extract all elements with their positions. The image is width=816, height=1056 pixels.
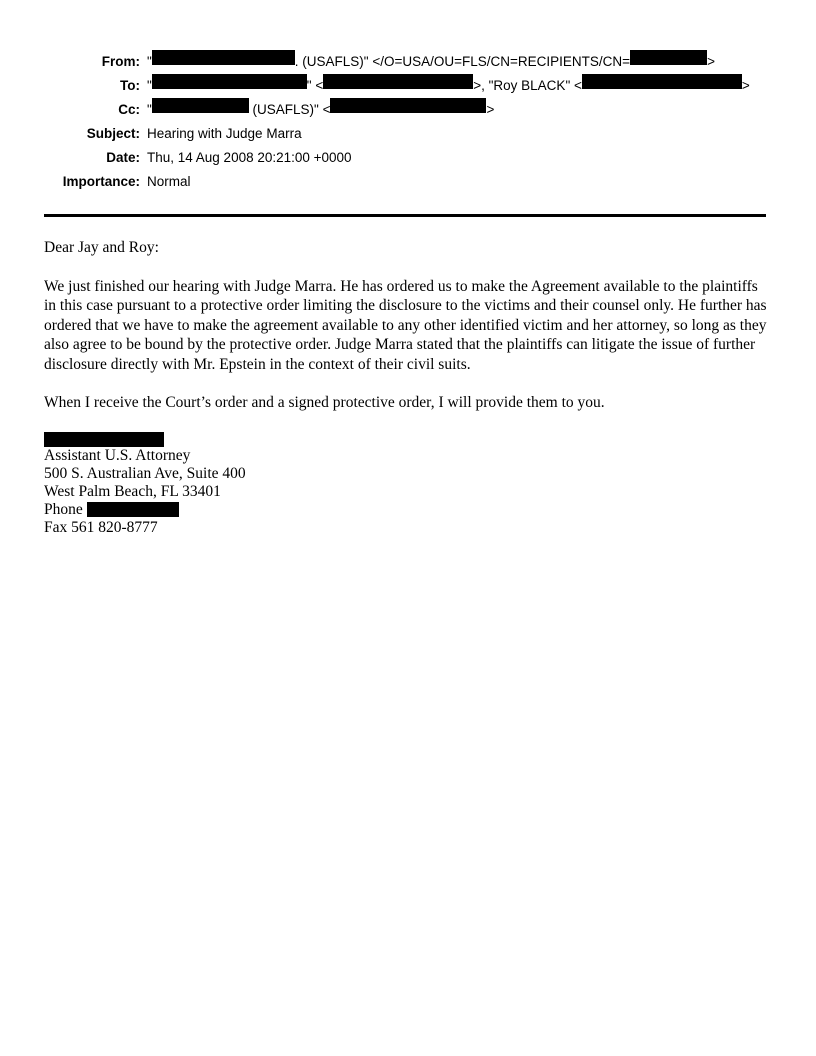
header-row-to bbox=[44, 74, 774, 98]
to-mid-2: >, "Roy BLACK" < bbox=[473, 78, 582, 93]
importance-value: Normal bbox=[147, 174, 191, 189]
signature-phone-line bbox=[44, 501, 772, 519]
email-body bbox=[44, 238, 772, 537]
subject-value: Hearing with Judge Marra bbox=[147, 126, 302, 141]
signature-address-line-2: West Palm Beach, FL 33401 bbox=[44, 482, 221, 500]
cc-mid-1: (USAFLS)" < bbox=[248, 102, 331, 117]
header-row-date bbox=[44, 146, 774, 170]
from-end: > bbox=[707, 54, 715, 69]
header-body-divider bbox=[44, 214, 766, 217]
redaction-to-address-1 bbox=[323, 74, 473, 89]
redaction-from-cn bbox=[630, 50, 707, 65]
body-paragraph-1: We just finished our hearing with Judge Marra. He has ordered us to make the Agreement available to the plaintiffs in this case pursuant to a protective order limiting the disclosure to the victims and their counsel only. He further has ordered that we have to make the agreement available to any other identified victim and her attorney, so long as they also agree to be bound by the protective order. Judge Marra stated that the plaintiffs can litigate the issue of further disclosure directly with Mr. Epstein in the context of their civil suits. bbox=[44, 277, 767, 373]
signature-address-line-1: 500 S. Australian Ave, Suite 400 bbox=[44, 464, 246, 482]
from-suffix: . (USAFLS)" </O=USA/OU=FLS/CN=RECIPIENTS/CN= bbox=[294, 54, 631, 69]
from-value bbox=[147, 50, 715, 74]
redaction-cc-name bbox=[152, 98, 249, 113]
subject-label: Subject: bbox=[86, 126, 140, 141]
header-row-subject bbox=[44, 122, 774, 146]
to-quote: " bbox=[147, 78, 152, 93]
redaction-cc-address bbox=[330, 98, 486, 113]
importance-label: Importance: bbox=[62, 174, 140, 189]
cc-quote: " bbox=[147, 102, 152, 117]
to-label: To: bbox=[120, 78, 140, 93]
to-value bbox=[147, 74, 750, 98]
redaction-signature-phone bbox=[87, 502, 179, 517]
date-label: Date: bbox=[106, 150, 140, 165]
header-row-from bbox=[44, 50, 774, 74]
email-header-block bbox=[44, 50, 774, 194]
date-value: Thu, 14 Aug 2008 20:21:00 +0000 bbox=[147, 150, 352, 165]
signature-phone-label: Phone bbox=[44, 500, 87, 518]
redaction-signature-name bbox=[44, 432, 164, 447]
signature-fax: Fax 561 820-8777 bbox=[44, 518, 158, 536]
redaction-from-name bbox=[152, 50, 295, 65]
from-quote: " bbox=[147, 54, 152, 69]
header-row-importance bbox=[44, 170, 774, 194]
salutation: Dear Jay and Roy: bbox=[44, 239, 159, 256]
redaction-to-address-2 bbox=[582, 74, 742, 89]
header-row-cc bbox=[44, 98, 774, 122]
signature-block bbox=[44, 432, 772, 537]
signature-title: Assistant U.S. Attorney bbox=[44, 446, 191, 464]
cc-label: Cc: bbox=[118, 102, 140, 117]
redaction-to-name-1 bbox=[152, 74, 307, 89]
body-paragraph-2: When I receive the Court’s order and a signed protective order, I will provide them to you. bbox=[44, 394, 605, 411]
to-end: > bbox=[741, 78, 750, 93]
to-mid-1: " < bbox=[306, 78, 324, 93]
from-label: From: bbox=[101, 54, 140, 69]
cc-end: > bbox=[486, 102, 495, 117]
cc-value bbox=[147, 98, 494, 122]
signature-name-line bbox=[44, 432, 772, 447]
